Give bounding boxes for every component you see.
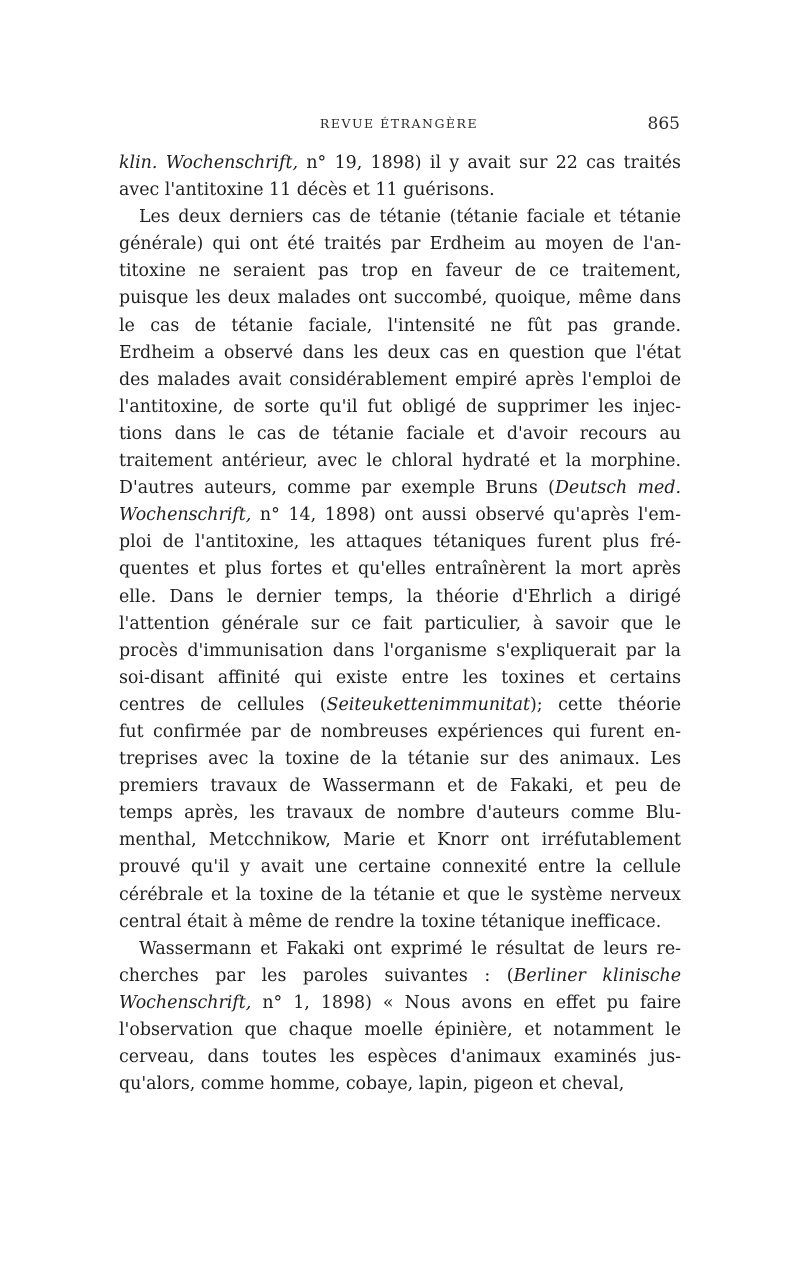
paragraph [119, 150, 681, 204]
text-run: n° 14, 1898) ont aussi observé qu'après l'em- [251, 505, 681, 526]
text-run: elle. Dans le dernier temps, la théorie d'Ehrlich a dirigé [119, 586, 681, 607]
text-line [119, 231, 681, 258]
running-title: REVUE ÉTRANGÈRE [319, 116, 479, 131]
text-line [119, 963, 681, 990]
text-run: Wassermann et Fakaki ont exprimé le résultat de leurs re- [139, 938, 681, 959]
italic-text: Berliner klinische [513, 965, 681, 986]
text-run: le cas de tétanie faciale, l'intensité ne fût pas grande. [119, 315, 681, 336]
text-line [119, 773, 681, 800]
text-line [119, 1071, 681, 1098]
text-line [119, 800, 681, 827]
text-run: l'attention générale sur ce fait particulier, à savoir que le [119, 613, 681, 634]
text-line [119, 313, 681, 340]
text-run: générale) qui ont été traités par Erdheim au moyen de l'an- [119, 234, 681, 255]
text-line [119, 367, 681, 394]
text-line [119, 556, 681, 583]
italic-text: Deutsch med. [554, 478, 681, 499]
text-run: tions dans le cas de tétanie faciale et d'avoir recours au [119, 423, 681, 444]
text-line [119, 611, 681, 638]
italic-text: Seiteukettenimmunitat [326, 694, 530, 715]
text-run: l'observation que chaque moelle épinière, et notamment le [119, 1020, 681, 1040]
text-line [119, 638, 681, 665]
italic-text: Wochenschrift, [119, 505, 252, 526]
paragraph [119, 204, 681, 936]
text-run: cérébrale et la toxine de la tétanie et que le système nerveux [119, 884, 681, 905]
text-line [119, 475, 681, 502]
text-run: fut confirmée par de nombreuses expériences qui furent en- [119, 721, 681, 742]
text-line [119, 827, 681, 854]
text-run: Les deux derniers cas de tétanie (tétanie faciale et tétanie [139, 207, 681, 228]
text-run: n° 1, 1898) « Nous avons en effet pu faire [251, 992, 681, 1013]
text-line [119, 502, 681, 529]
text-line [119, 665, 681, 692]
text-line [119, 421, 681, 448]
text-run: soi-disant affinité qui existe entre les toxines et certains [119, 667, 681, 688]
text-run: avec l'antitoxine 11 décès et 11 guérisons. [119, 180, 495, 201]
text-run: traitement antérieur, avec le chloral hydraté et la morphine. [119, 451, 681, 472]
text-run: cerveau, dans toutes les espèces d'animaux examinés jus- [119, 1047, 681, 1068]
text-run: cherches par les paroles suivantes : ( [119, 965, 514, 986]
text-line [119, 990, 681, 1017]
text-run: ploi de l'antitoxine, les attaques tétaniques furent plus fré- [119, 532, 681, 553]
text-line [119, 258, 681, 285]
text-line [119, 909, 681, 936]
body-text [119, 150, 681, 1098]
text-line [119, 719, 681, 746]
text-run: central était à même de rendre la toxine tétanique inefficace. [119, 911, 662, 932]
text-run: centres de cellules ( [119, 694, 327, 715]
text-line [119, 340, 681, 367]
text-line [119, 177, 681, 204]
text-line [119, 1044, 681, 1071]
text-run: ); cette théorie [529, 694, 681, 715]
text-run: prouvé qu'il y avait une certaine connexité entre la cellule [119, 857, 681, 878]
text-line [119, 285, 681, 312]
text-run: premiers travaux de Wassermann et de Fakaki, et peu de [119, 776, 681, 797]
text-line [119, 746, 681, 773]
text-line [119, 448, 681, 475]
text-line [119, 692, 681, 719]
text-line [119, 204, 681, 231]
text-run: procès d'immunisation dans l'organisme s'expliquerait par la [119, 640, 681, 661]
text-run: des malades avait considérablement empiré après l'emploi de [119, 369, 681, 390]
text-run: temps après, les travaux de nombre d'auteurs comme Blu- [119, 803, 681, 824]
paragraph [119, 936, 681, 1099]
text-run: Erdheim a observé dans les deux cas en question que l'état [119, 342, 681, 363]
text-line [119, 936, 681, 963]
text-run: puisque les deux malades ont succombé, quoique, même dans [119, 288, 681, 309]
text-line [119, 529, 681, 556]
text-line [119, 584, 681, 611]
text-run: l'antitoxine, de sorte qu'il fut obligé de supprimer les injec- [119, 396, 681, 417]
text-run: D'autres auteurs, comme par exemple Bruns ( [119, 478, 555, 499]
text-run: n° 19, 1898) il y avait sur 22 cas traités [298, 153, 681, 173]
text-run: titoxine ne seraient pas trop en faveur de ce traitement, [119, 261, 681, 282]
page-number: 865 [647, 114, 680, 134]
text-run: quentes et plus fortes et qu'elles entraînèrent la mort après [119, 559, 681, 580]
italic-text: Wochenschrift, [119, 992, 252, 1013]
running-head [118, 116, 680, 138]
text-run: qu'alors, comme homme, cobaye, lapin, pigeon et cheval, [119, 1074, 625, 1095]
text-run: menthal, Metcchnikow, Marie et Knorr ont irréfutablement [119, 830, 681, 851]
text-line [119, 394, 681, 421]
italic-text: klin. Wochenschrift, [119, 153, 299, 173]
text-line [119, 854, 681, 881]
text-line [119, 882, 681, 909]
text-line [119, 150, 681, 177]
text-run: treprises avec la toxine de la tétanie sur des animaux. Les [119, 749, 681, 770]
text-line [119, 1017, 681, 1044]
